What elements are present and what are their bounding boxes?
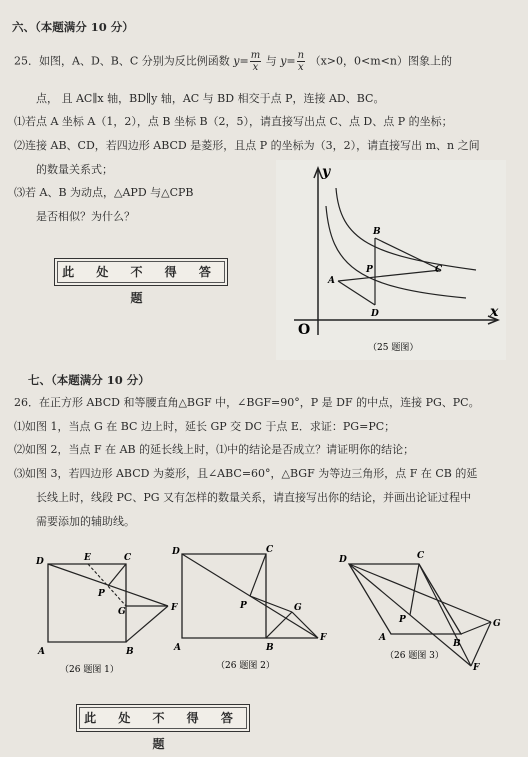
fig3-caption: （26 题图 3） [385,651,444,661]
section6-heading: 六、（本题满分 10 分） [12,20,134,34]
q25-figure-caption: （25 题图） [368,343,419,353]
fig2-label-d: D [172,547,180,557]
fig3-label-c: C [417,551,425,561]
fig2-label-a: A [174,643,181,653]
fig3-label-f: F [473,663,480,672]
q25-figure-panel [276,160,506,360]
q26-figure-2 [170,540,330,675]
line-bf [126,606,168,642]
fig2-label-g: G [294,603,302,613]
label-p: P [366,265,373,275]
fig3-label-a: A [379,633,386,643]
fig1-label-p: P [98,589,105,599]
q26-part3a: ⑶如图 3，若四边形 ABCD 为菱形，且∠ABC=60°，△BGF 为等边三角形，点 F 在 CB 的延 [14,467,478,480]
label-d: D [371,309,379,319]
line-pc [250,554,266,596]
q26-part3c: 需要添加的辅助线。 [36,515,135,528]
fig2-label-c: C [266,545,274,555]
q25-intro-b: 与 [265,54,277,68]
func2-fraction [297,50,305,73]
fig1-label-e: E [84,553,91,563]
q25-part3a: ⑶若 A、B 为动点，△APD 与△CPB [14,186,194,199]
line-df [48,564,168,606]
func2-numerator: n [297,50,305,61]
fig1-label-d: D [36,557,44,567]
q26-part3b: 长线上时，线段 PC、PG 又有怎样的数量关系，请直接写出你的结论，并画出论证过程中 [36,491,471,504]
label-a: A [328,276,335,286]
q26-figure-3 [335,542,510,672]
fig2-label-p: P [240,601,247,611]
fig1-caption: （26 题图 1） [60,665,119,675]
line-dg [349,564,491,622]
fig1-label-b: B [126,647,134,657]
q25-no-answer-banner: 此 处 不 得 答 题 [54,258,228,286]
fig1-label-c: C [124,553,132,563]
label-c: C [435,265,443,275]
label-b: B [373,227,381,237]
q25-part3b: 是否相似？为什么？ [36,210,135,223]
fig2-label-b: B [266,643,274,653]
q25-figure [276,160,506,360]
line-pc [108,564,126,586]
q26-figure-1 [28,550,188,680]
q26-part2: ⑵如图 2，当点 F 在 AB 的延长线上时，⑴中的结论是否成立？请证明你的结论； [14,443,415,456]
fig3-label-b: B [453,639,461,649]
q26-no-answer-banner: 此 处 不 得 答 题 [76,704,250,732]
q25-intro-c: （x>0，0<m<n）图象上的 [309,54,452,68]
func1-numerator: m [250,50,261,61]
fig1-label-g: G [118,607,126,617]
fig2-label-f: F [320,633,327,643]
square-abcd [48,564,126,642]
fig2-caption: （26 题图 2） [216,661,275,671]
func1-fraction [250,50,261,73]
fig3-label-d: D [339,555,347,565]
label-y: y [322,164,331,180]
fig1-label-f: F [171,603,178,613]
section7-heading: 七、（本题满分 10 分） [28,373,150,387]
fig3-label-p: P [399,615,406,625]
q26-part1: ⑴如图 1，当点 G 在 BC 边上时，延长 GP 交 DC 于点 E．求证：PG=PC； [14,420,396,433]
q25-part2a: ⑵连接 AB、CD，若四边形 ABCD 是菱形，且点 P 的坐标为（3，2），请直接写出 m、n 之间 [14,139,480,152]
fig3-label-g: G [493,619,501,629]
square-abcd [182,554,266,638]
func2-denominator: x [298,62,304,73]
q25-intro: 25．如图，A、D、B、C 分别为反比例函数 y= $\frac{m}{x}$ 与 y= $\frac{n}{x}$ （x>0，0<m<n）图象上的 [14,50,452,73]
q25-intro-a: 25．如图，A、D、B、C 分别为反比例函数 [14,54,230,68]
q25-line2: 点， 且 AC∥x 轴，BD∥y 轴，AC 与 BD 相交于点 P，连接 AD、BC。 [36,92,385,105]
func1-denominator: x [252,62,259,73]
q26-intro: 26．在正方形 ABCD 和等腰直角△BGF 中，∠BGF=90°，P 是 DF 的中点，连接 PG、PC。 [14,396,480,409]
line-bg [266,612,292,638]
q25-part2b: 的数量关系式； [36,163,113,176]
label-o: O [298,322,311,338]
label-x: x [490,304,499,320]
q25-part1: ⑴若点 A 坐标 A（1，2），点 B 坐标 B（2，5），请直接写出点 C、点 D、点 P 的坐标； [14,115,453,128]
fig1-label-a: A [38,647,45,657]
